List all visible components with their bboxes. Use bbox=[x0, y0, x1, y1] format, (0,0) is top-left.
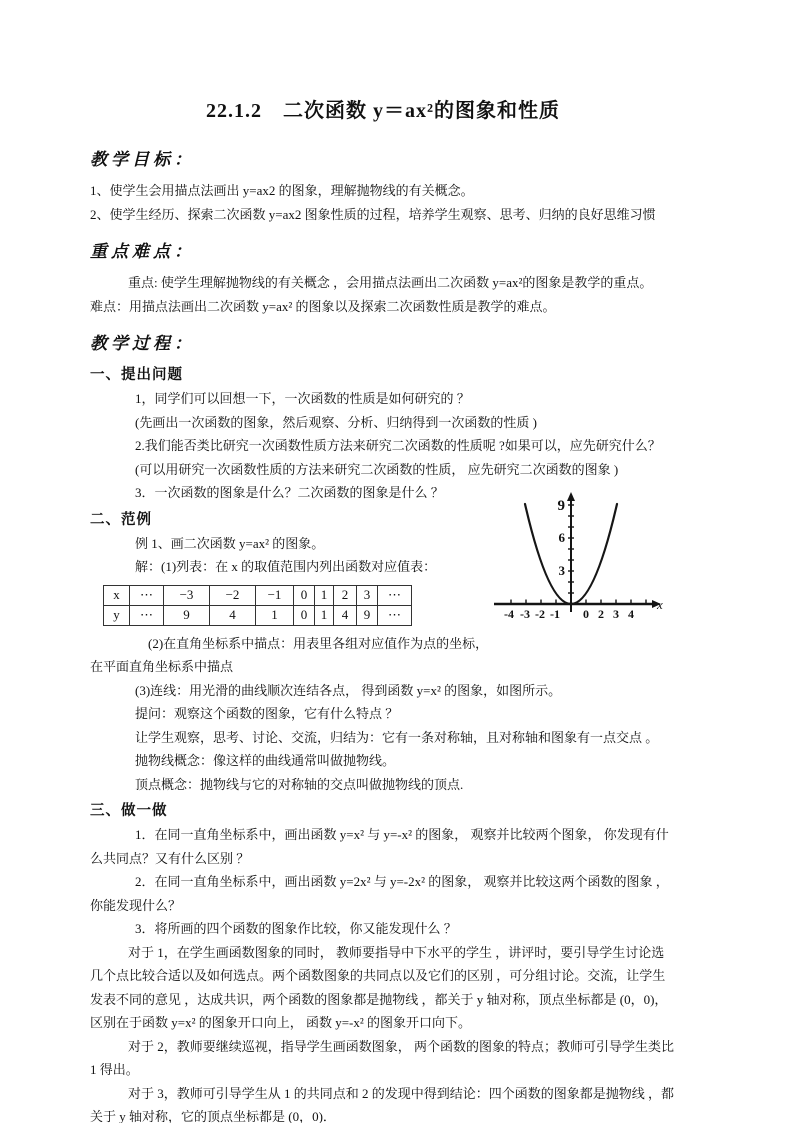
x-axis-label: x bbox=[657, 597, 663, 612]
table-cell: 0 bbox=[294, 585, 315, 605]
svg-text:6: 6 bbox=[558, 530, 565, 545]
objective-item: 2、使学生经历、探索二次函数 y=ax2 图象性质的过程，培养学生观察、思考、归纳的良好思维习惯 bbox=[90, 206, 656, 222]
objectives-heading: 教学目标： bbox=[90, 150, 195, 170]
section1-item: (可以用研究一次函数性质的方法来研究二次函数的性质， 应先研究二次函数的图象 ) bbox=[135, 461, 619, 477]
keypoint-item: 难点：用描点法画出二次函数 y=ax² 的图象以及探索二次函数性质是教学的难点。 bbox=[90, 298, 556, 314]
table-cell: 1 bbox=[315, 605, 334, 625]
step2-text: (2)在直角坐标系中描点：用表里各组对应值作为点的坐标，在平面直角坐标系中描点 bbox=[90, 635, 489, 674]
document-title: 22.1.2 二次函数 y＝ax²的图象和性质 bbox=[206, 100, 560, 122]
table-cell: −3 bbox=[164, 585, 210, 605]
table-cell: 0 bbox=[294, 605, 315, 625]
table-cell: 9 bbox=[357, 605, 378, 625]
table-cell: −1 bbox=[256, 585, 294, 605]
table-cell: x bbox=[104, 585, 130, 605]
discussion-text: 让学生观察，思考、讨论、交流，归结为：它有一条对称轴，且对称轴和图象有一点交点 。 bbox=[135, 729, 659, 745]
table-cell: y bbox=[104, 605, 130, 625]
section3-item: 1．在同一直角坐标系中，画出函数 y=x² 与 y=-x² 的图象， 观察并比较两个图象， 你发现有什么共同点？又有什么区别 ？ bbox=[90, 827, 669, 866]
parabola-concept: 抛物线概念：像这样的曲线通常叫做抛物线。 bbox=[135, 753, 396, 768]
teaching-note: 对于 2，教师要继续巡视，指导学生画函数图象， 两个函数的图象的特点；教师可引导学生类比 1 得出。 bbox=[90, 1038, 675, 1077]
svg-text:-1: -1 bbox=[550, 607, 560, 621]
table-cell: 1 bbox=[315, 585, 334, 605]
section1-item: 2.我们能否类比研究一次函数性质方法来研究二次函数的性质呢 ?如果可以，应先研究什么？ bbox=[135, 438, 661, 453]
keypoint-item: 重点: 使学生理解抛物线的有关概念 ，会用描点法画出二次函数 y=ax²的图象是教学的重点。 bbox=[128, 275, 653, 290]
step3-text: (3)连线：用光滑的曲线顺次连结各点， 得到函数 y=x² 的图象，如图所示。 bbox=[135, 682, 562, 698]
solution-line: 解：(1)列表：在 x 的取值范围内列出函数对应值表： bbox=[135, 559, 437, 574]
y-tick-labels bbox=[558, 498, 566, 578]
teaching-note: 对于 1，在学生画函数图象的同时， 教师要指导中下水平的学生 ，讲评时，要引导学生讨论选几个点比较合适以及如何选点。两个函数图象的共同点以及它们的区别 ，可分组讨论。交流，让学生发表不同的意见 ，达成共识，两个函数的图象都是抛物线 ，都关于 y 轴对称，顶点坐标都是 (0，0)， 区别在于函数 y=x² 的图象开口向上， 函数 y=-x² 的图象开口向下。 bbox=[90, 944, 668, 1030]
table-cell: 4 bbox=[334, 605, 357, 625]
svg-text:2: 2 bbox=[598, 607, 604, 621]
process-heading: 教学过程： bbox=[90, 334, 195, 354]
table-cell: 9 bbox=[164, 605, 210, 625]
table-cell: 3 bbox=[357, 585, 378, 605]
svg-text:0: 0 bbox=[583, 607, 589, 621]
svg-text:3: 3 bbox=[558, 563, 565, 578]
section3-heading: 三、做一做 bbox=[90, 803, 168, 819]
table-row-y bbox=[104, 605, 412, 625]
parabola-graph bbox=[490, 487, 665, 627]
section2-heading: 二、范例 bbox=[90, 511, 152, 528]
section3-item: 3．将所画的四个函数的图象作比较，你又能发现什么 ？ bbox=[135, 921, 457, 936]
svg-text:9: 9 bbox=[557, 498, 565, 514]
svg-text:4: 4 bbox=[628, 607, 634, 621]
objective-item: 1、使学生会用描点法画出 y=ax2 的图象，理解抛物线的有关概念。 bbox=[90, 183, 474, 198]
x-tick-labels bbox=[504, 607, 634, 621]
table-cell: −2 bbox=[210, 585, 256, 605]
table-cell: 2 bbox=[334, 585, 357, 605]
svg-text:-3: -3 bbox=[520, 607, 530, 621]
keypoints-heading: 重点难点： bbox=[90, 242, 195, 262]
table-cell: ⋯ bbox=[130, 605, 164, 625]
question-text: 提问：观察这个函数的图象，它有什么特点 ？ bbox=[135, 706, 399, 721]
table-cell: ⋯ bbox=[130, 585, 164, 605]
section1-item: 3．一次函数的图象是什么？二次函数的图象是什么 ？ bbox=[135, 485, 444, 500]
value-table bbox=[103, 585, 412, 626]
table-cell: 1 bbox=[256, 605, 294, 625]
svg-text:-4: -4 bbox=[504, 607, 514, 621]
table-row-x bbox=[104, 585, 412, 605]
svg-text:3: 3 bbox=[613, 607, 619, 621]
svg-text:-2: -2 bbox=[535, 607, 545, 621]
section3-item: 2．在同一直角坐标系中，画出函数 y=2x² 与 y=-2x² 的图象， 观察并比较这两个函数的图象 ，你能发现什么？ bbox=[90, 874, 669, 913]
y-axis-arrow-icon bbox=[567, 492, 575, 501]
teaching-note: 对于 3，教师可引导学生从 1 的共同点和 2 的发现中得到结论：四个函数的图象都是抛物线 ，都关于 y 轴对称，它的顶点坐标都是 (0，0)． bbox=[90, 1085, 675, 1123]
table-cell: ⋯ bbox=[378, 585, 412, 605]
vertex-concept: 顶点概念：抛物线与它的对称轴的交点叫做抛物线的顶点. bbox=[135, 776, 464, 792]
section1-item: (先画出一次函数的图象，然后观察、分析、归纳得到一次函数的性质 ) bbox=[135, 414, 537, 430]
section1-item: 1，同学们可以回想一下，一次函数的性质是如何研究的 ？ bbox=[135, 391, 470, 406]
table-cell: ⋯ bbox=[378, 605, 412, 625]
example-line: 例 1、画二次函数 y=ax² 的图象。 bbox=[135, 535, 325, 551]
section1-heading: 一、提出问题 bbox=[90, 367, 183, 383]
table-cell: 4 bbox=[210, 605, 256, 625]
